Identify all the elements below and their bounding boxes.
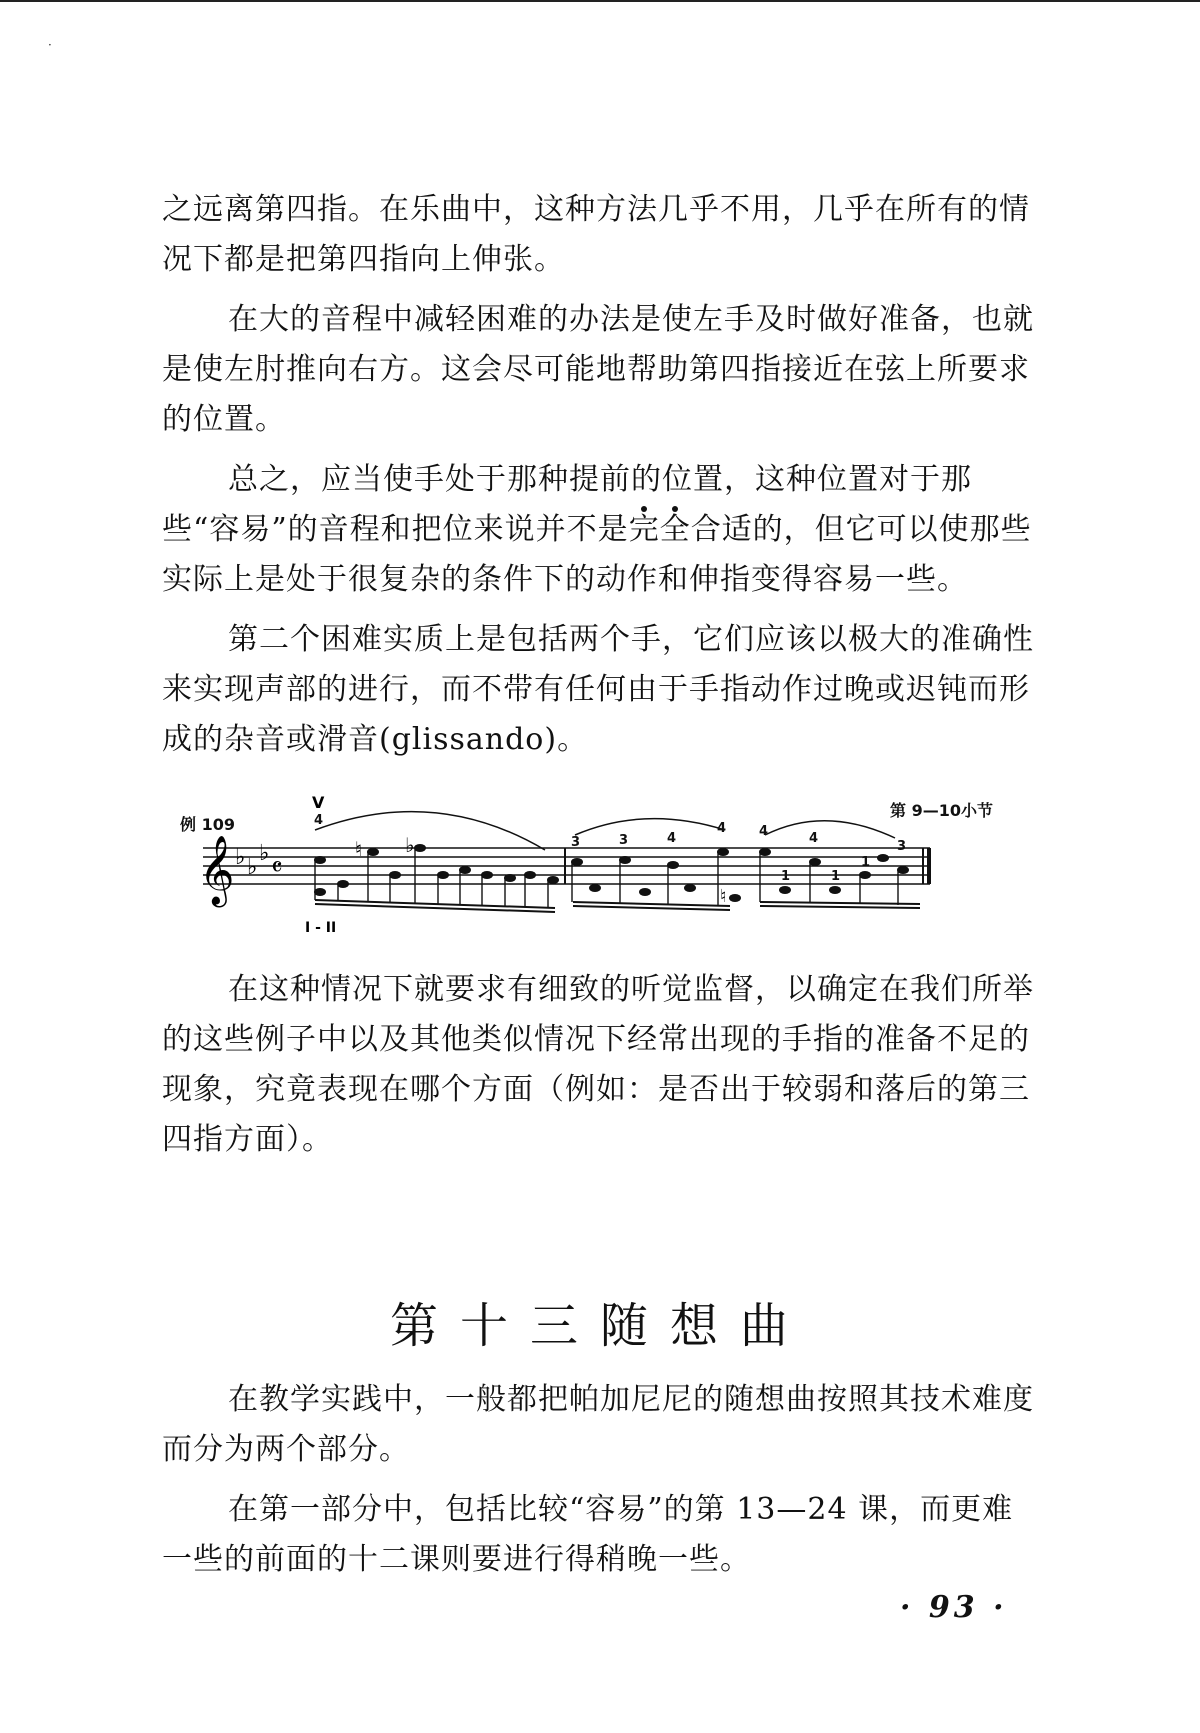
paragraph-first-part: 在第一部分中，包括比较“容易”的第 13—24 课，而更难一些的前面的十二课则要进行得稍晚一些。: [162, 1492, 1014, 1577]
paragraph-interval-difficulty: 在大的音程中减轻困难的办法是使左手及时做好准备，也就是使左肘推向右方。这会尽可能地帮助第四指接近在弦上所要求的位置。: [162, 302, 1034, 437]
page-number: · 93 ·: [900, 1590, 1008, 1625]
fingering: 4: [314, 813, 324, 828]
paragraph-teaching-practice: 在教学实践中，一般都把帕加尼尼的随想曲按照其技术难度而分为两个部分。: [162, 1382, 1034, 1467]
measure-label: 第 9—10小节: [890, 801, 993, 820]
natural-sign: ♮: [720, 886, 727, 907]
emphasis-dot: [672, 506, 678, 512]
paragraph-auditory-control: 在这种情况下就要求有细致的听觉监督，以确定在我们所举的这些例子中以及其他类似情况下经常出现的手指的准备不足的现象，究竟表现在哪个方面（例如：是否出于较弱和落后的第三四指方面）。: [162, 972, 1034, 1157]
paragraph-hand-position: [162, 455, 1042, 605]
emphasis-dot: [641, 506, 647, 512]
emphasized-word: 完全: [629, 512, 691, 547]
middle-text-block: [162, 965, 1042, 1165]
scan-speck: ·: [48, 38, 52, 52]
treble-clef-icon: 𝄞: [199, 835, 235, 905]
lower-text-block: [162, 1375, 1042, 1585]
paragraph-hand-position-part2: 合适的，但它可以使那些实际上是处于很复杂的条件下的动作和伸指变得容易一些。: [162, 512, 1032, 597]
flat-sign: ♭: [405, 833, 415, 857]
flat-sign: ♭: [247, 855, 258, 880]
up-bow-icon: V: [312, 793, 325, 812]
flat-sign: ♭: [235, 845, 246, 870]
fingering: 4: [717, 821, 727, 836]
top-border-rule: [0, 0, 1200, 2]
common-time-icon: 𝄴: [271, 853, 283, 883]
paragraph-continued: 之远离第四指。在乐曲中，这种方法几乎不用，几乎在所有的情况下都是把第四指向上伸张。: [162, 192, 1030, 277]
fingering: 3: [619, 833, 629, 848]
string-marking: I - II: [305, 920, 337, 936]
fingering: 4: [809, 831, 819, 846]
upper-text-block: [162, 185, 1042, 765]
fingering: 1: [861, 855, 871, 870]
fingering: 1: [781, 869, 791, 884]
flat-sign: ♭: [259, 841, 270, 866]
staff-lines: [203, 848, 930, 884]
music-staff-svg: [175, 790, 1035, 940]
fingering: 4: [759, 824, 769, 839]
chapter-title: 第十三随想曲: [389, 1298, 810, 1355]
slur: [575, 819, 725, 835]
beams: [315, 900, 920, 912]
natural-sign: ♮: [355, 837, 363, 861]
slur: [315, 812, 545, 850]
paragraph-hand-position-part1: 总之，应当使手处于那种提前的位置，这种位置对于那些“容易”的音程和把位来说并不是: [162, 462, 972, 547]
paragraph-second-difficulty: 第二个困难实质上是包括两个手，它们应该以极大的准确性来实现声部的进行，而不带有任何由于手指动作过晚或迟钝而形成的杂音或滑音(glissando)。: [162, 622, 1034, 757]
fingering: 3: [571, 835, 581, 850]
example-label: 例 109: [180, 815, 235, 834]
slur: [765, 821, 895, 838]
fingering: 1: [831, 869, 841, 884]
music-example: [175, 790, 1035, 940]
fingering: 3: [897, 839, 907, 854]
note-heads: [314, 844, 909, 902]
fingering: 4: [667, 831, 677, 846]
